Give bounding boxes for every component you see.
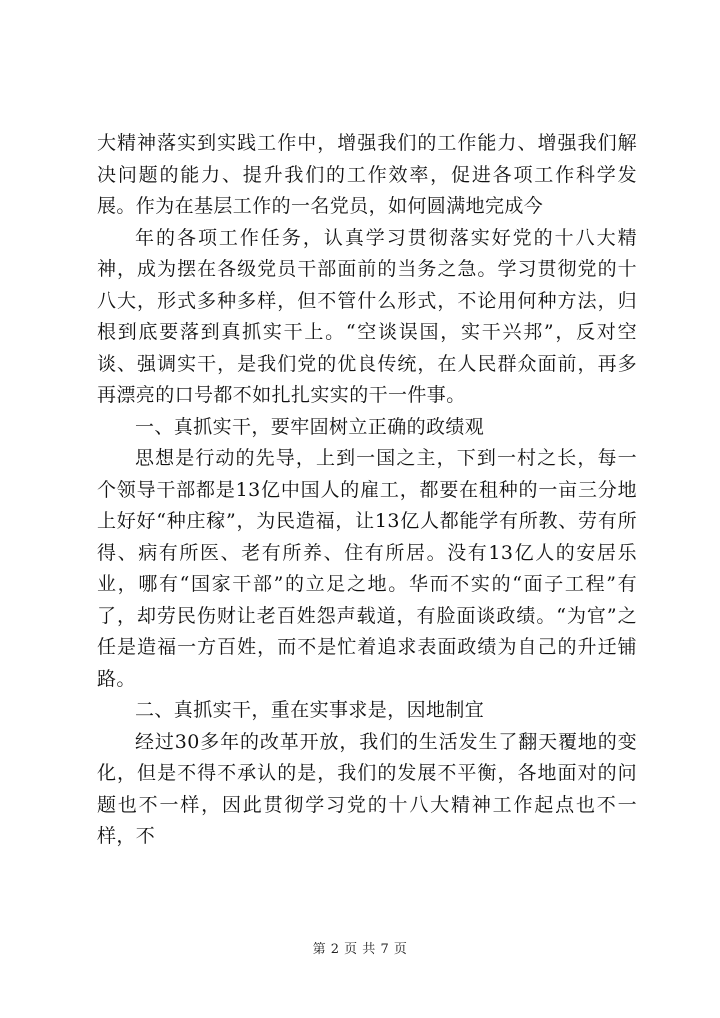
page-footer: 第 2 页 共 7 页 (312, 942, 408, 957)
paragraph-achievement-view: 思想是行动的先导，上到一国之主，下到一村之长，每一个领导干部都是13亿中国人的雇工，都要在租种的一亩三分地上好好“种庄稼”，为民造福，让13亿人都能学有所教、劳有所得、病有所医、老有所养、住有所居。没有13亿人的安居乐业，哪有“国家干部”的立足之地。华而不实的“面子工程”有了，却劳民伤财让老百姓怨声载道，有脸面谈政绩。“为官”之任是造福一方百姓，而不是忙着追求表面政绩为自己的升迁铺路。 (97, 447, 637, 690)
section-heading-1: 一、真抓实干，要牢固树立正确的政绩观 (135, 415, 485, 438)
paragraph-task: 年的各项工作任务，认真学习贯彻落实好党的十八大精神，成为摆在各级党员干部面前的当务之急。学习贯彻党的十八大，形式多种多样，但不管什么形式，不论用何种方法，归根到底要落到真抓实干上。“空谈误国，实干兴邦”，反对空谈、强调实干，是我们党的优良传统，在人民群众面前，再多再漂亮的口号都不如扎扎实实的干一件事。 (97, 226, 637, 406)
paragraph-continuation: 大精神落实到实践工作中，增强我们的工作能力、增强我们解决问题的能力、提升我们的工作效率，促进各项工作科学发展。作为在基层工作的一名党员，如何圆满地完成今 (97, 132, 637, 217)
paragraph-reform: 经过30多年的改革开放，我们的生活发生了翻天覆地的变化，但是不得不承认的是，我们的发展不平衡，各地面对的问题也不一样，因此贯彻学习党的十八大精神工作起点也不一样，不 (97, 730, 637, 847)
document-body (97, 128, 637, 853)
section-heading-2: 二、真抓实干，重在实事求是，因地制宜 (135, 699, 485, 721)
